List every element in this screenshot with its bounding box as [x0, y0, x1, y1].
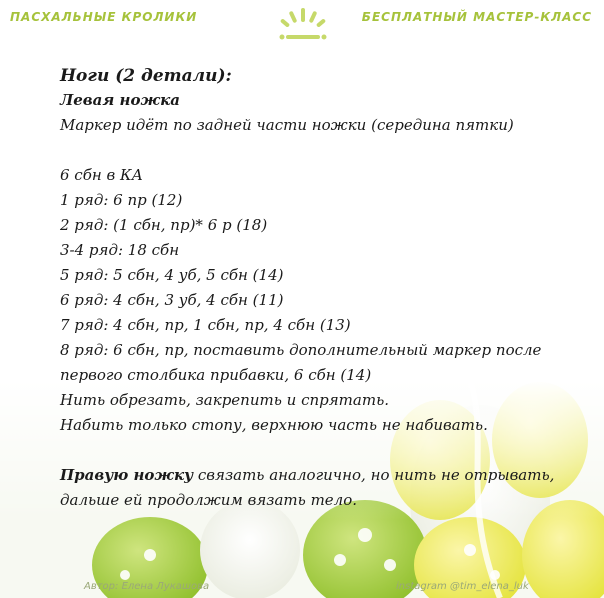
pattern-text	[60, 64, 580, 513]
right-leg-rest: связать аналогично, но нить не отрывать,	[193, 466, 555, 484]
section-subtitle: Левая ножка	[60, 91, 180, 109]
spacer	[60, 438, 580, 463]
pattern-row: первого столбика прибавки, 6 сбн (14)	[60, 366, 372, 384]
marker-note: Маркер идёт по задней части ножки (середина пятки)	[60, 116, 514, 134]
spacer	[60, 138, 580, 163]
header-left-title: ПАСХАЛЬНЫЕ КРОЛИКИ	[10, 10, 198, 24]
pattern-row: 8 ряд: 6 сбн, пр, поставить дополнительный маркер после	[60, 341, 542, 359]
author-credit: Автор: Елена Лукашова	[84, 581, 210, 592]
pattern-row: 6 ряд: 4 сбн, 3 уб, 4 сбн (11)	[60, 291, 284, 309]
pattern-row: Нить обрезать, закрепить и спрятать.	[60, 391, 390, 409]
pattern-row: 3-4 ряд: 18 сбн	[60, 241, 180, 259]
pattern-row: 6 сбн в КА	[60, 166, 143, 184]
pattern-row: 5 ряд: 5 сбн, 4 уб, 5 сбн (14)	[60, 266, 284, 284]
header-right-title: БЕСПЛАТНЫЙ МАСТЕР-КЛАСС	[361, 10, 592, 24]
right-leg-line-1	[60, 463, 580, 488]
pattern-row: 2 ряд: (1 сбн, пр)* 6 р (18)	[60, 216, 268, 234]
right-leg-bold: Правую ножку	[60, 466, 194, 484]
pattern-row: 7 ряд: 4 сбн, пр, 1 сбн, пр, 4 сбн (13)	[60, 316, 351, 334]
right-leg-line-2: дальше ей продолжим вязать тело.	[60, 491, 358, 509]
instagram-handle: instagram @tim_elena_luk	[396, 581, 529, 592]
section-title: Ноги (2 детали):	[60, 66, 232, 86]
pattern-row: 1 ряд: 6 пр (12)	[60, 191, 183, 209]
pattern-row: Набить только стопу, верхнюю часть не набивать.	[60, 416, 488, 434]
sun-ornament-icon	[278, 4, 328, 46]
